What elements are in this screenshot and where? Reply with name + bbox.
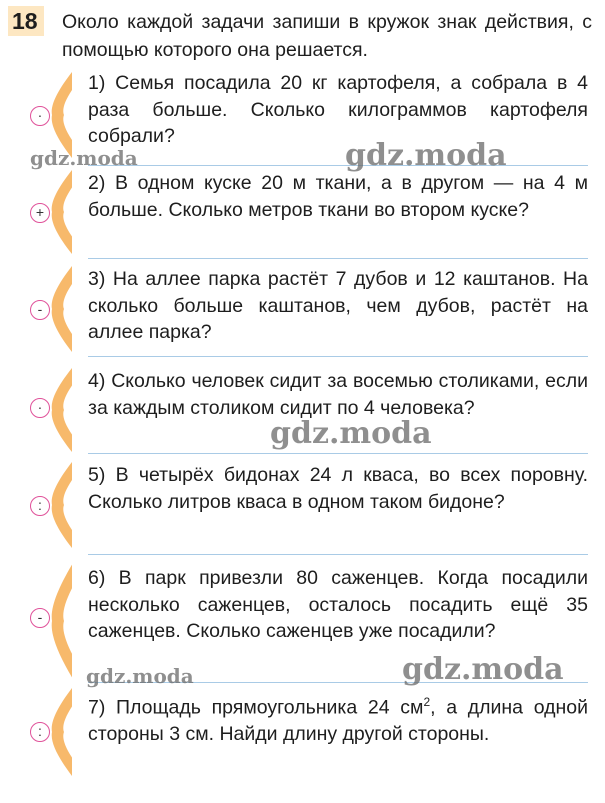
task-text: 5) В четырёх бидонах 24 л кваса, во всех поровну. Сколько литров кваса в одном таком бидоне? — [88, 464, 588, 513]
task-text: 1) Семья посадила 20 кг картофеля, а собрала в 4 раза больше. Сколько килограммов картофеля собрали? — [88, 72, 588, 147]
task-text-main: 7) Площадь прямоугольника 24 см — [88, 696, 424, 719]
task-3 — [0, 264, 605, 354]
watermark: gdz.moda — [345, 138, 507, 173]
watermark: gdz.moda — [270, 416, 432, 451]
separator — [88, 165, 588, 166]
task-text — [88, 689, 588, 748]
watermark: gdz.moda — [30, 146, 138, 170]
task-text: 6) В парк привезли 80 саженцев. Когда посадили несколько саженцев, осталось посадить ещё 35 саженцев. Сколько саженцев уже посадили? — [88, 567, 588, 642]
separator — [88, 356, 588, 357]
sign-circle[interactable]: - — [30, 608, 50, 628]
area-superscript: 2 — [423, 695, 431, 709]
task-7 — [0, 686, 605, 778]
separator — [88, 258, 588, 259]
task-text: 4) Сколько человек сидит за восемью столиками, если за каждым столиком сидит по 4 человека? — [88, 370, 588, 419]
sign-circle[interactable]: - — [30, 300, 50, 320]
watermark: gdz.moda — [86, 664, 194, 688]
task-text: 3) На аллее парка растёт 7 дубов и 12 каштанов. На сколько больше каштанов, чем дубов, растёт на аллее парка? — [88, 268, 588, 343]
task-text-rest: , а длина одной стороны 3 см. Найди длину другой стороны. — [88, 696, 588, 745]
sign-circle[interactable]: · — [30, 106, 50, 126]
exercise-instruction: Около каждой задачи запиши в кружок знак действия, с помощью которого она решается. — [62, 11, 592, 61]
sign-circle[interactable]: : — [30, 496, 50, 516]
exercise-number: 18 — [8, 6, 44, 36]
sign-circle[interactable]: : — [30, 722, 50, 742]
task-2 — [0, 168, 605, 256]
task-5 — [0, 460, 605, 550]
separator — [88, 554, 588, 555]
sign-circle[interactable]: · — [30, 398, 50, 418]
separator — [88, 453, 588, 454]
task-text: 2) В одном куске 20 м ткани, а в другом — на 4 м больше. Сколько метров ткани во втором куске? — [88, 172, 588, 221]
watermark: gdz.moda — [402, 652, 564, 687]
sign-circle[interactable]: + — [30, 203, 50, 223]
